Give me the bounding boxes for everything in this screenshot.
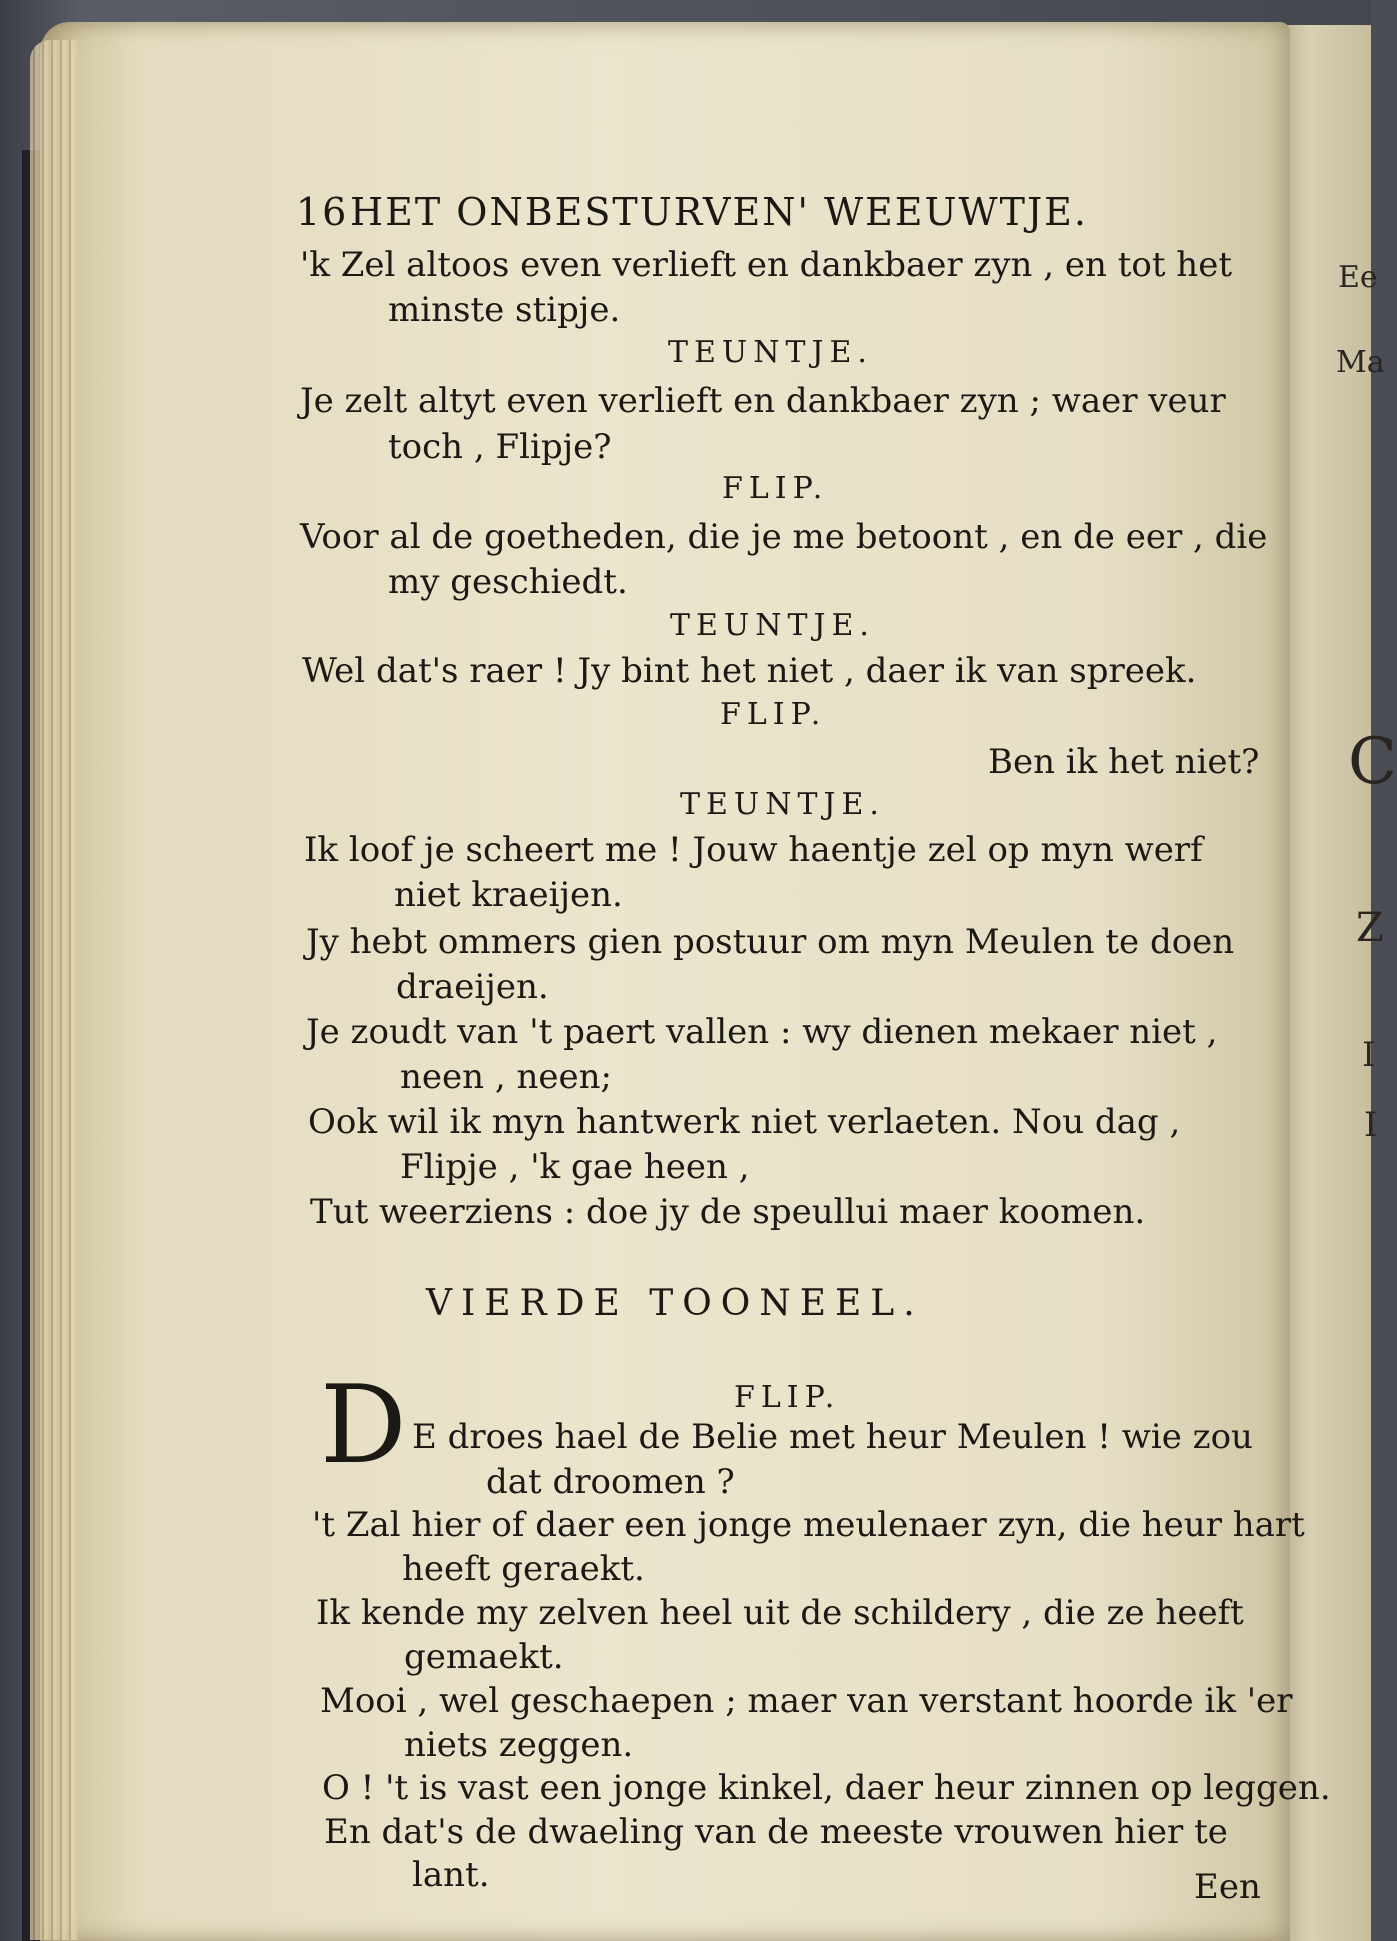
text-line: Tut weerziens : doe jy de speullui maer koomen. [310,1192,1146,1232]
text-line: lant. [412,1855,490,1895]
speaker-name: TEUNTJE. [668,335,873,370]
text-line: En dat's de dwaeling van de meeste vrouwen hier te [324,1812,1228,1852]
text-line: minste stipje. [388,290,621,330]
text-line: dat droomen ? [486,1462,735,1502]
text-line: Ik loof je scheert me ! Jouw haentje zel op myn werf [304,830,1203,870]
text-line: Je zoudt van 't paert vallen : wy dienen mekaer niet , [306,1012,1218,1052]
text-line: Wel dat's raer ! Jy bint het niet , daer ik van spreek. [302,651,1197,691]
catchword: Een [1194,1867,1261,1907]
text-line: niet kraeijen. [394,875,623,915]
text-line: E droes hael de Belie met heur Meulen ! wie zou [412,1417,1253,1457]
drop-cap: D [320,1363,407,1488]
speaker-name: TEUNTJE. [680,787,885,822]
text-line: heeft geraekt. [402,1549,645,1589]
facing-page-fragment: Ma [1336,345,1385,380]
running-title: HET ONBESTURVEN' WEEUWTJE. [350,190,1089,234]
speaker-name: FLIP. [720,697,827,732]
text-line: Ben ik het niet? [988,742,1260,782]
text-line: O ! 't is vast een jonge kinkel, daer heur zinnen op leggen. [322,1768,1331,1808]
text-line: draeijen. [396,967,549,1007]
facing-page-fragment: I [1364,1105,1378,1145]
speaker-name: FLIP. [722,471,829,506]
text-line: Voor al de goetheden, die je me betoont , en de eer , die [300,517,1268,557]
text-line: Je zelt altyt even verlieft en dankbaer zyn ; waer veur [300,381,1226,421]
text-line: 't Zal hier of daer een jonge meulenaer zyn, die heur hart [312,1505,1305,1545]
facing-page-fragment: Z [1356,905,1384,951]
text-line: gemaekt. [404,1637,564,1677]
scene-title: VIERDE TOONEEL. [426,1283,924,1324]
page-number: 16 [296,190,349,234]
text-line: niets zeggen. [404,1725,634,1765]
facing-page-fragment: I [1362,1035,1376,1075]
text-line: 'k Zel altoos even verlieft en dankbaer zyn , en tot het [300,245,1232,285]
text-line: toch , Flipje? [388,427,612,467]
text-line: Flipje , 'k gae heen , [400,1147,750,1187]
text-line: Mooi , wel geschaepen ; maer van verstant hoorde ik 'er [320,1681,1293,1721]
text-line: my geschiedt. [388,562,628,602]
facing-page-fragment: C [1348,725,1397,799]
text-line: Ik kende my zelven heel uit de schildery , die ze heeft [316,1593,1244,1633]
facing-page-fragment: Ee [1338,260,1378,295]
text-line: Ook wil ik myn hantwerk niet verlaeten. Nou dag , [308,1102,1181,1142]
speaker-name: TEUNTJE. [670,608,875,643]
speaker-name: FLIP. [734,1380,841,1415]
text-line: neen , neen; [400,1057,612,1097]
text-line: Jy hebt ommers gien postuur om myn Meulen te doen [306,922,1235,962]
